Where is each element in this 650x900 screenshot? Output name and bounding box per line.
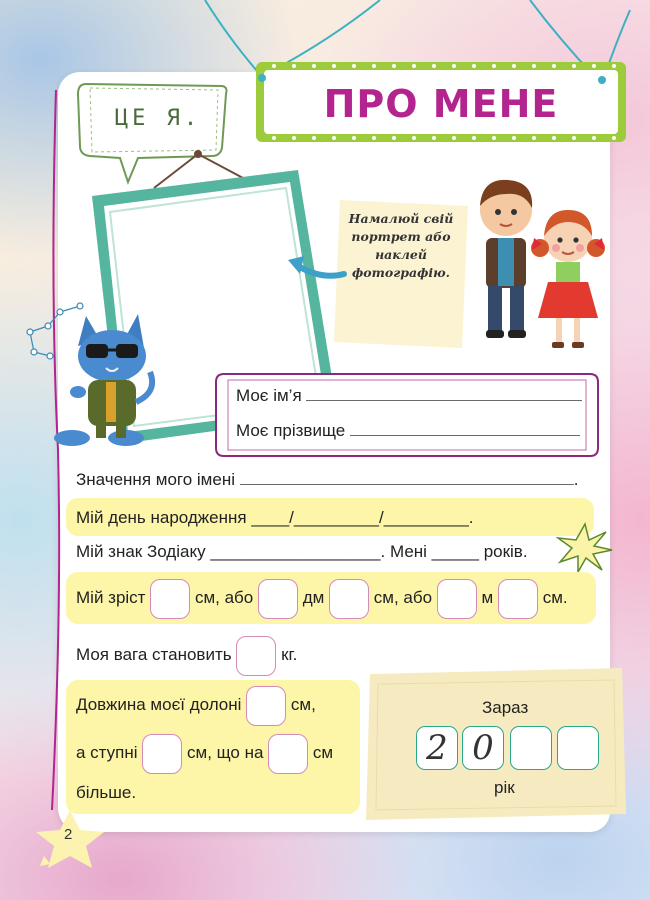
weight-label: Моя вага становить xyxy=(76,645,232,664)
surname-row xyxy=(236,421,580,441)
meaning-end: . xyxy=(573,470,579,489)
arrow-icon xyxy=(282,246,352,286)
cat-illustration xyxy=(20,292,170,452)
instruction-text: Намалюй свій портрет або наклей фотографію. xyxy=(348,211,454,280)
foot-diff-unit: см xyxy=(312,743,334,762)
year-digit-2: 0 xyxy=(472,728,494,768)
weight-row xyxy=(76,634,297,676)
birthday-label: Мій день народження xyxy=(76,508,247,527)
year-digit-1: 2 xyxy=(426,728,448,768)
year-suffix: рік xyxy=(494,778,515,797)
name-frame xyxy=(214,372,600,458)
page-number: 2 xyxy=(64,826,73,843)
name-label: Моє ім’я xyxy=(236,386,302,405)
height-unit-3: см, або xyxy=(373,588,433,607)
height-box-3[interactable] xyxy=(329,579,369,619)
height-unit-4: м xyxy=(481,588,494,607)
height-row xyxy=(76,577,568,619)
weight-unit: кг. xyxy=(281,645,298,664)
birthday-row xyxy=(76,508,474,528)
height-box-1[interactable] xyxy=(150,579,190,619)
height-unit-5: см. xyxy=(542,588,568,607)
zodiac-row xyxy=(76,542,528,562)
year-digit-box-2[interactable] xyxy=(462,726,504,770)
height-box-5[interactable] xyxy=(498,579,538,619)
weight-box[interactable] xyxy=(236,636,276,676)
age-blank[interactable]: _____ xyxy=(431,542,479,561)
height-unit-1: см, або xyxy=(194,588,254,607)
zodiac-label: Мій знак Зодіаку xyxy=(76,542,206,561)
page-title: ПРО МЕНЕ xyxy=(323,82,559,126)
palm-label: Довжина моєї долоні xyxy=(76,695,242,714)
meaning-label: Значення мого імені xyxy=(76,470,235,489)
palm-row xyxy=(76,684,316,726)
star-burst-icon xyxy=(556,522,614,574)
surname-label: Моє прізвище xyxy=(236,421,346,440)
height-unit-2: дм xyxy=(302,588,325,607)
foot-row xyxy=(76,732,333,774)
foot-diff-box[interactable] xyxy=(268,734,308,774)
more-row xyxy=(76,783,136,803)
height-box-4[interactable] xyxy=(437,579,477,619)
children-illustration xyxy=(464,168,614,358)
palm-unit: см, xyxy=(290,695,316,714)
foot-unit: см, що на xyxy=(187,743,264,762)
birthday-blank[interactable]: ____/_________/_________. xyxy=(251,508,474,527)
bubble-text: ЦЕ Я. xyxy=(114,106,202,131)
height-box-2[interactable] xyxy=(258,579,298,619)
meaning-row xyxy=(76,470,578,490)
foot-label: а ступні xyxy=(76,743,138,762)
age-prefix: . Мені xyxy=(380,542,427,561)
meaning-input-line[interactable] xyxy=(240,470,574,485)
name-row xyxy=(236,386,582,406)
foot-box[interactable] xyxy=(142,734,182,774)
age-suffix: років. xyxy=(483,542,528,561)
year-digit-box-1[interactable] xyxy=(416,726,458,770)
palm-box[interactable] xyxy=(246,686,286,726)
year-digit-box-3[interactable] xyxy=(510,726,552,770)
zodiac-blank[interactable]: __________________ xyxy=(210,542,381,561)
year-now-label: Зараз xyxy=(482,698,529,717)
more-word: більше. xyxy=(76,783,137,802)
year-digit-box-4[interactable] xyxy=(557,726,599,770)
name-input-line[interactable] xyxy=(306,386,582,401)
surname-input-line[interactable] xyxy=(350,421,580,436)
height-label: Мій зріст xyxy=(76,588,146,607)
